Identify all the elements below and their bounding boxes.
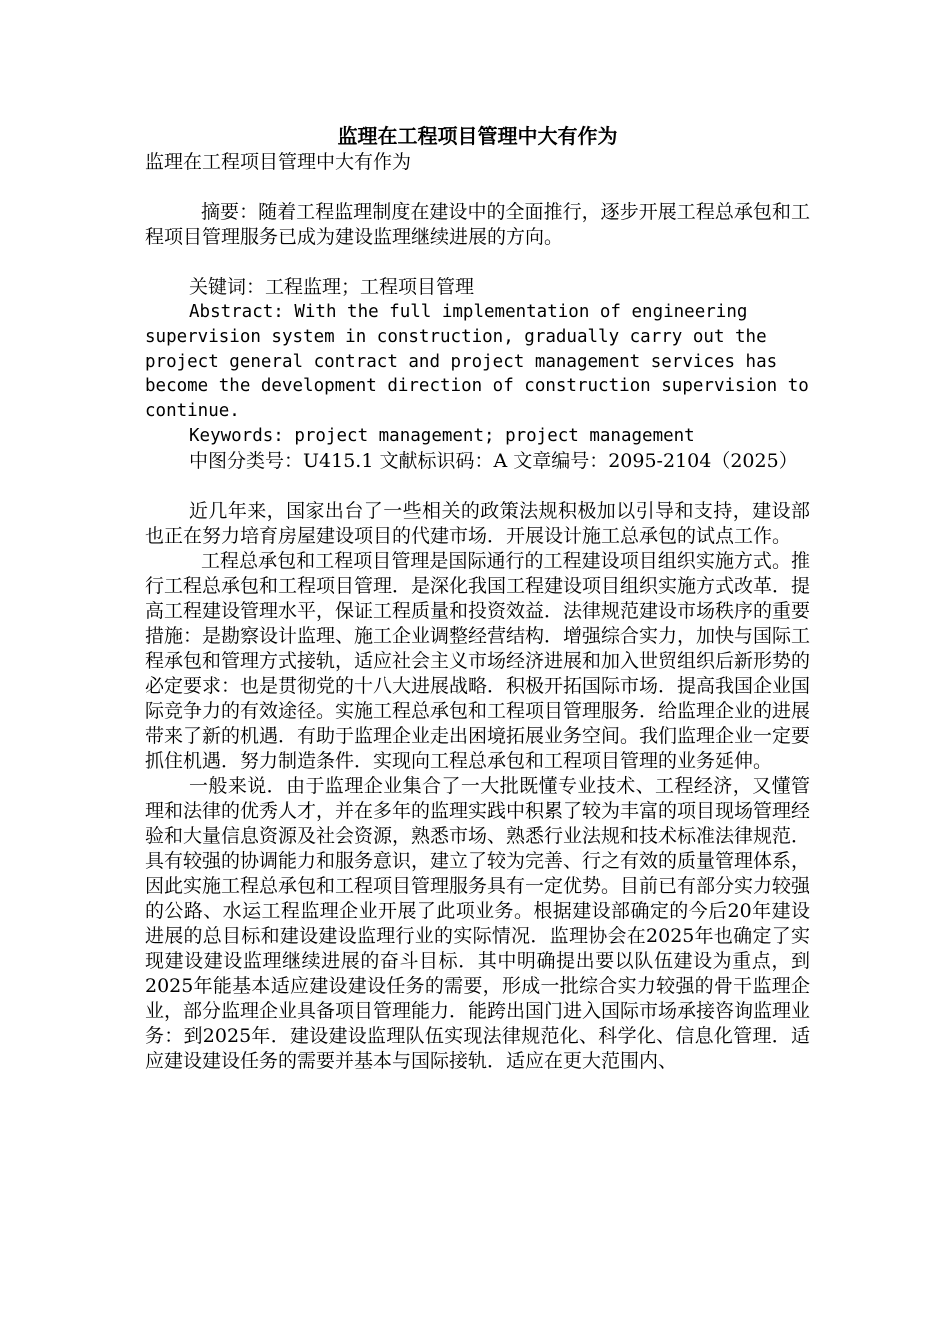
document-title: 监理在工程项目管理中大有作为 <box>337 124 618 148</box>
abstract-en: Abstract: With the full implementation of engineering supervision system in construction, gradually carry out the project general contract and project management services has become the development direction of construction supervision to continue. <box>145 302 809 422</box>
body-paragraph: 工程总承包和工程项目管理是国际通行的工程建设项目组织实施方式。推行工程总承包和工程项目管理．是深化我国工程建设项目组织实施方式改革．提高工程建设管理水平，保证工程质量和投资效益．法律规范建设市场秩序的重要措施：是勘察设计监理、施工企业调整经营结构．增强综合实力，加快与国际工程承包和管理方式接轨，适应社会主义市场经济进展和加入世贸组织后新形势的必定要求：也是贯彻党的十八大进展战略．积极开拓国际市场．提高我国企业国际竞争力的有效途径。实施工程总承包和工程项目管理服务．给监理企业的进展带来了新的机遇．有助于监理企业走出困境拓展业务空间。我们监理企业一定要抓住机遇．努力制造条件．实现向工程总承包和工程项目管理的业务延伸。 <box>145 549 811 772</box>
spacer <box>145 250 810 275</box>
body-paragraph: 近几年来，国家出台了一些相关的政策法规积极加以引导和支持，建设部也正在努力培育房屋建设项目的代建市场．开展设计施工总承包的试点工作。 <box>145 499 810 547</box>
document-body <box>145 122 810 1074</box>
spacer <box>145 474 810 499</box>
classification: 中图分类号：U415.1 文献标识码：A 文章编号：2095-2104（2025） <box>189 449 798 472</box>
document-subtitle: 监理在工程项目管理中大有作为 <box>145 151 412 173</box>
keywords-en: Keywords: project management; project management <box>189 425 695 446</box>
spacer <box>145 175 810 200</box>
keywords-cn: 关键词：工程监理；工程项目管理 <box>189 276 475 298</box>
abstract-cn: 摘要：随着工程监理制度在建设中的全面推行，逐步开展工程总承包和工程项目管理服务已成为建设监理继续进展的方向。 <box>145 201 810 248</box>
body-paragraph: 一般来说．由于监理企业集合了一大批既懂专业技术、工程经济，又懂管理和法律的优秀人才，并在多年的监理实践中积累了较为丰富的项目现场管理经验和大量信息资源及社会资源，熟悉市场、熟悉行业法规和技术标准法律规范．具有较强的协调能力和服务意识，建立了较为完善、行之有效的质量管理体系，因此实施工程总承包和工程项目管理服务具有一定优势。目前已有部分实力较强的公路、水运工程监理企业开展了此项业务。根据建设部确定的今后20年建设进展的总目标和建设建设监理行业的实际情况．监理协会在2025年也确定了实现建设建设监理继续进展的奋斗目标．其中明确提出要以队伍建设为重点，到2025年能基本适应建设建设任务的需要，形成一批综合实力较强的骨干监理企业，部分监理企业具备项目管理能力．能跨出国门进入国际市场承接咨询监理业务：到2025年．建设建设监理队伍实现法律规范化、科学化、信息化管理．适应建设建设任务的需要并基本与国际接轨．适应在更大范围内、 <box>145 774 811 1072</box>
